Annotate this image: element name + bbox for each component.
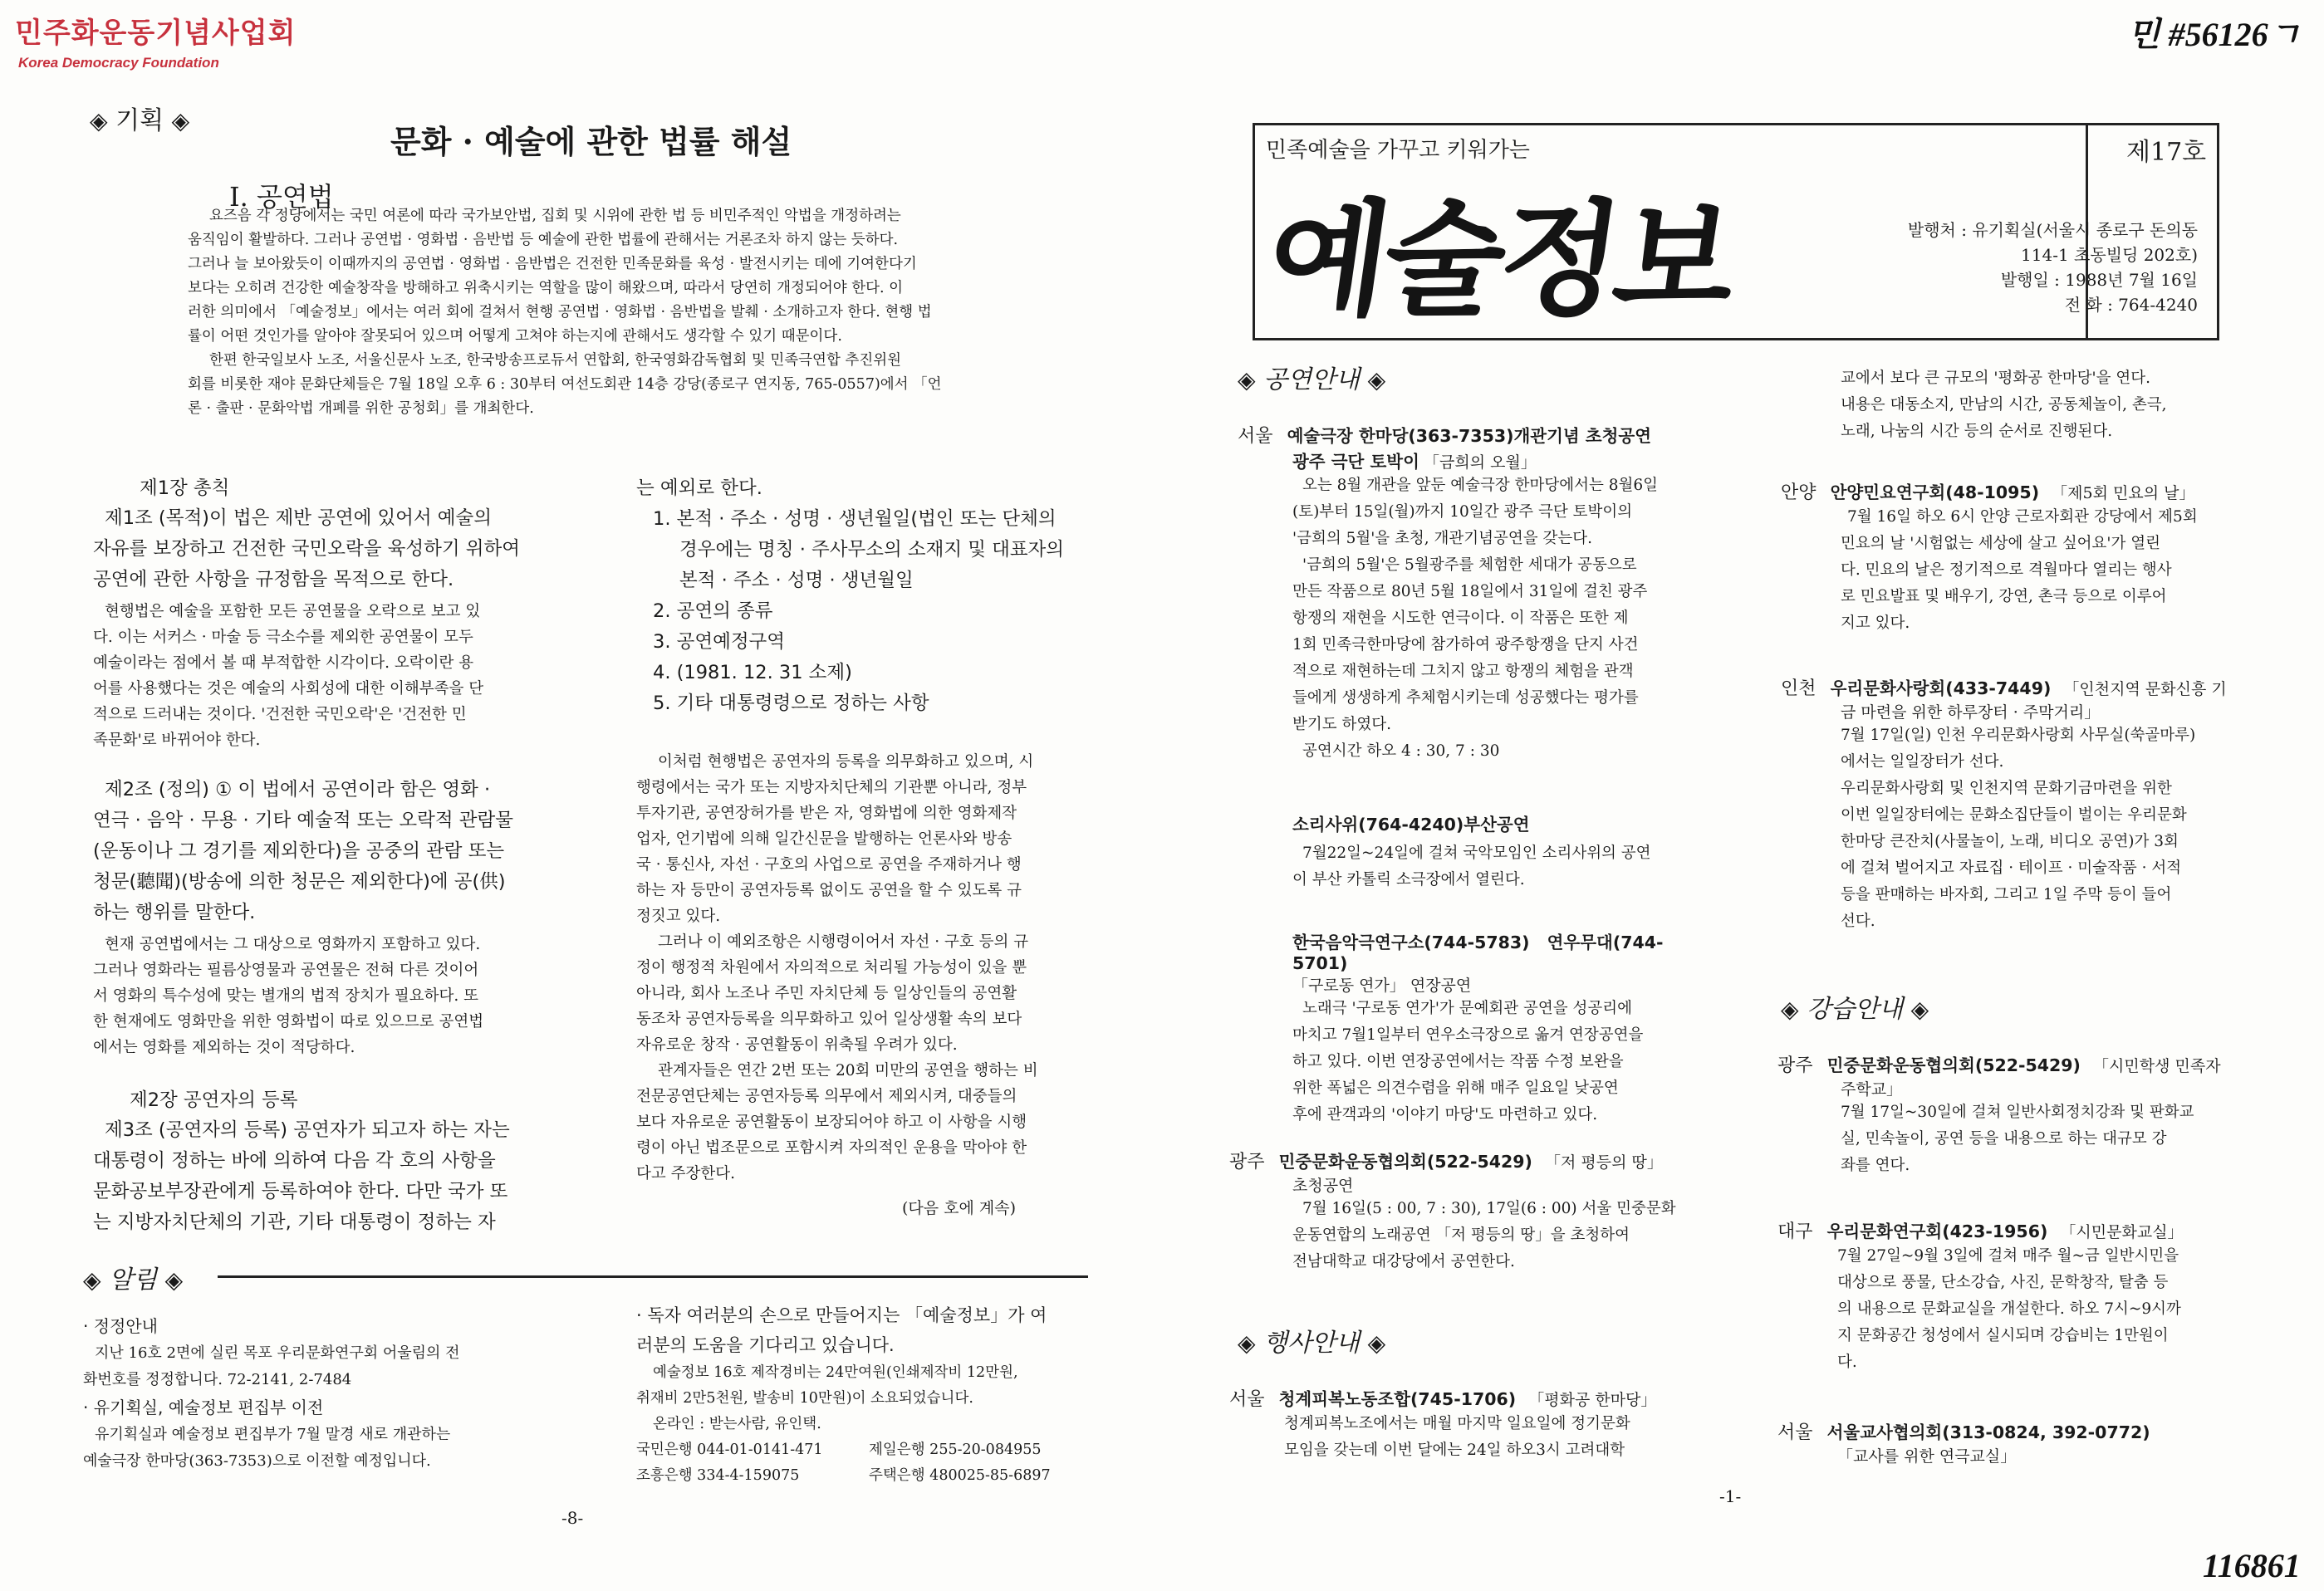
section-tag-planning bbox=[90, 100, 189, 136]
event-line: 지고 있다. bbox=[1841, 614, 1910, 632]
commentary-line: 관계자들은 연간 2번 또는 20회 미만의 공연을 행하는 비 bbox=[658, 1062, 1038, 1079]
event-line: 받기도 하였다. bbox=[1292, 716, 1391, 733]
to-be-continued: (다음 호에 계속) bbox=[902, 1199, 1017, 1217]
statute-line: 제2조 (정의) ① 이 법에서 공연이라 함은 영화 · bbox=[105, 779, 491, 800]
event-title: 소리사위(764-4240)부산공연 bbox=[1292, 815, 1530, 835]
event-body bbox=[1238, 472, 1703, 765]
intro-line: 회를 비롯한 재야 문화단체들은 7월 18일 오후 6 : 30부터 여선도회관 14층 강당(종로구 연지동, 765-0557)에서 「언 bbox=[188, 376, 942, 393]
statute-item: 경우에는 명칭 · 주사무소의 소재지 및 대표자의 bbox=[679, 539, 1065, 561]
event-city: 서울 bbox=[1777, 1422, 1813, 1443]
commentary-line: 령이 아닌 법조문으로 포함시켜 자의적인 운용을 막아야 한 bbox=[636, 1139, 1027, 1157]
class-daegu bbox=[1777, 1217, 2268, 1376]
statute-line: 문화공보부장관에게 등록하여야 한다. 다만 국가 또 bbox=[93, 1181, 508, 1202]
statute-item: 3. 공연예정구역 bbox=[653, 631, 786, 653]
event-city: 서울 bbox=[1238, 426, 1273, 447]
event-subtitle: 「인천지역 문화신흥 기 bbox=[2063, 680, 2227, 698]
watermark-english: Korea Democracy Foundation bbox=[18, 55, 219, 71]
event-subtitle: 「시민문화교실」 bbox=[2060, 1223, 2184, 1241]
commentary-line: 투자기관, 공연장허가를 받은 자, 영화법에 의한 영화제작 bbox=[636, 805, 1017, 822]
statute-line: 공연에 관한 사항을 규정함을 목적으로 한다. bbox=[93, 569, 454, 590]
event-title: 민중문화운동협의회(522-5429) bbox=[1826, 1055, 2081, 1075]
article-1-commentary bbox=[93, 599, 558, 753]
event-title: 한국음악극연구소(744-5783) bbox=[1292, 933, 1530, 952]
masthead-info bbox=[1907, 218, 2198, 317]
event-subtitle: 「시민학생 민족자 bbox=[2093, 1057, 2221, 1075]
class-seoul bbox=[1777, 1418, 2268, 1466]
event-line: 공연시간 하오 4 : 30, 7 : 30 bbox=[1302, 742, 1500, 760]
commentary-line: 보다 자유로운 공연활동이 보장되어야 하고 이 사항을 시행 bbox=[636, 1114, 1027, 1131]
event-line: 7월22일~24일에 걸쳐 국악모임인 소리사위의 공연 bbox=[1302, 844, 1651, 862]
diamond-box-icon: ◈ bbox=[171, 107, 190, 135]
event-subtitle: 「제5회 민요의 날」 bbox=[2052, 484, 2195, 502]
event-line: 운동연합의 노래공연 「저 평등의 땅」을 초청하여 bbox=[1292, 1226, 1630, 1244]
event-line: 실, 민속놀이, 공연 등을 내용으로 하는 대규모 강 bbox=[1841, 1130, 2167, 1148]
bank-account: 주택은행 480025-85-6897 bbox=[869, 1467, 1051, 1484]
notice-item-title: · 유기획실, 예술정보 편집부 이전 bbox=[83, 1398, 324, 1417]
event-line: 모임을 갖는데 이번 달에는 24일 하오3시 고려대학 bbox=[1284, 1442, 1625, 1459]
event-line: 다. bbox=[1837, 1354, 1857, 1371]
event-city: 안양 bbox=[1781, 482, 1817, 503]
commentary-line: 예술이라는 점에서 볼 때 부적합한 시각이다. 오락이란 용 bbox=[93, 654, 474, 672]
event-line: 선다. bbox=[1841, 913, 1875, 930]
commentary-line: 족문화'로 바뀌어야 한다. bbox=[93, 732, 261, 749]
notice-tag: 알림 bbox=[109, 1265, 158, 1295]
event-line: 다. 민요의 날은 정기적으로 격월마다 열리는 행사 bbox=[1841, 561, 2172, 579]
commentary-line: 하는 자 등만이 공연자등록 없이도 공연을 할 수 있도록 규 bbox=[636, 882, 1022, 899]
commentary-line: 이처럼 현행법은 공연자의 등록을 의무화하고 있으며, 시 bbox=[658, 753, 1034, 771]
event-line: 대상으로 풍물, 단소강습, 사진, 문학창작, 탈춤 등 bbox=[1837, 1274, 2169, 1291]
event-line: 이 부산 카톨릭 소극장에서 열린다. bbox=[1292, 871, 1525, 889]
archive-stamp: 민 #56126ㄱ bbox=[2128, 16, 2301, 53]
commentary-line: 그러나 영화라는 필름상영물과 공연물은 전혀 다른 것이어 bbox=[93, 962, 479, 979]
class-gwangju bbox=[1777, 1051, 2268, 1179]
event-line: 7월 17일(일) 인천 우리문화사랑회 사무실(쑥골마루) bbox=[1841, 727, 2196, 744]
commentary-line: 에서는 영화를 제외하는 것이 적당하다. bbox=[93, 1039, 355, 1056]
intro-line: 한편 한국일보사 노조, 서울신문사 노조, 한국방송프로듀서 연합회, 한국영화감독협회 및 민족극연합 추진위원 bbox=[209, 352, 902, 369]
statute-line: 자유를 보장하고 건전한 국민오락을 육성하기 위하여 bbox=[93, 538, 520, 560]
commentary-line: 전문공연단체는 공연자등록 의무에서 제외시켜, 대중들의 bbox=[636, 1088, 1017, 1105]
article-intro bbox=[188, 204, 985, 421]
event-subtitle: 금 마련을 위한 하루장터 · 주막거리」 bbox=[1841, 703, 2101, 722]
event-title: 안양민요연구회(48-1095) bbox=[1830, 482, 2040, 502]
event-line: 우리문화사랑회 및 인천지역 문화기금마련을 위한 bbox=[1841, 780, 2172, 797]
event-line: 만든 작품으로 80년 5월 18일에서 31일에 걸친 광주 bbox=[1292, 583, 1648, 600]
event-subtitle: 주학교」 bbox=[1841, 1080, 1903, 1099]
event-line: 교에서 보다 큰 규모의 '평화공 한마당'을 연다. bbox=[1841, 370, 2151, 387]
notice-column-1 bbox=[83, 1312, 581, 1475]
event-subtitle: 「구로동 연가」 연장공연 bbox=[1292, 977, 1472, 995]
statute-item: 1. 본적 · 주소 · 성명 · 생년월일(법인 또는 단체의 bbox=[653, 508, 1057, 530]
masthead-logo: 예술정보 bbox=[1258, 188, 1741, 333]
class-section-header bbox=[1781, 988, 1929, 1025]
intro-line: 론 · 출판 · 문화악법 개폐를 위한 공청회」를 개최한다. bbox=[188, 400, 534, 417]
publication-date: 발행일 : 1988년 7월 16일 bbox=[2000, 270, 2198, 290]
event-line: 7월 17일~30일에 걸쳐 일반사회정치강좌 및 판화교 bbox=[1841, 1104, 2194, 1121]
bank-account: 조흥은행 334-4-159075 bbox=[636, 1467, 800, 1484]
commentary-line: 적으로 드러내는 것이다. '건전한 국민오락'은 '건전한 민 bbox=[93, 706, 467, 723]
diamond-box-icon: ◈ bbox=[1238, 1329, 1256, 1357]
bank-accounts bbox=[636, 1437, 1101, 1489]
statute-line: 제1조 (목적)이 법은 제반 공연에 있어서 예술의 bbox=[105, 507, 493, 529]
statute-line: 는 지방자치단체의 기관, 기타 대통령이 정하는 자 bbox=[93, 1212, 496, 1233]
event-incheon bbox=[1781, 674, 2263, 935]
commentary-line: 행령에서는 국가 또는 지방자치단체의 기관뿐 아니라, 정부 bbox=[636, 779, 1027, 796]
event-subtitle: 초청공연 bbox=[1292, 1177, 1354, 1195]
event-line: (토)부터 15일(월)까지 10일간 광주 극단 토박이의 bbox=[1292, 503, 1633, 521]
publisher-phone: 전 화 : 764-4240 bbox=[2064, 295, 2198, 315]
notice-rule bbox=[218, 1275, 1088, 1278]
bank-account: 제일은행 255-20-084955 bbox=[869, 1442, 1042, 1458]
event-line: 이번 일일장터에는 문화소집단들이 벌이는 우리문화 bbox=[1841, 806, 2187, 824]
event-title: 민중문화운동협의회(522-5429) bbox=[1278, 1152, 1532, 1172]
notice-header bbox=[83, 1259, 183, 1295]
statute-item: 2. 공연의 종류 bbox=[653, 600, 773, 622]
diamond-box-icon: ◈ bbox=[1238, 366, 1256, 394]
issue-number: 제17호 bbox=[2126, 138, 2207, 167]
notice-line: 지난 16호 2면에 실린 목포 우리문화연구회 어울림의 전 bbox=[95, 1344, 460, 1362]
commentary-line: 업자, 언기법에 의해 일간신문을 발행하는 언론사와 방송 bbox=[636, 830, 1012, 848]
event-line: 7월 27일~9월 3일에 걸쳐 매주 월~금 일반시민을 bbox=[1837, 1247, 2179, 1265]
event-city: 광주 bbox=[1229, 1152, 1265, 1172]
event-line: 위한 폭넓은 의견수렴을 위해 매주 일요일 낮공연 bbox=[1292, 1079, 1619, 1097]
event-section-header bbox=[1238, 1322, 1385, 1358]
commentary-line: 정이 행정적 차원에서 자의적으로 처리될 가능성이 있을 뿐 bbox=[636, 959, 1027, 977]
event-hanmadang bbox=[1238, 422, 1703, 765]
event-line: 에 걸쳐 벌어지고 자료집 · 테이프 · 미술작품 · 서적 bbox=[1841, 859, 2182, 877]
event-title: 우리문화사랑회(433-7449) bbox=[1830, 678, 2052, 698]
section-label: 강습안내 bbox=[1807, 995, 1904, 1024]
diamond-box-icon: ◈ bbox=[90, 107, 108, 135]
event-guro bbox=[1292, 928, 1716, 1128]
intro-line: 요즈음 각 정당에서는 국민 여론에 따라 국가보안법, 집회 및 시위에 관한 법 등 비민주적인 악법을 개정하려는 bbox=[209, 208, 901, 224]
event-subtitle: 「금희의 오월」 bbox=[1424, 453, 1537, 472]
event-line: 항쟁의 재현을 시도한 연극이다. 이 작품은 또한 제 bbox=[1292, 609, 1629, 627]
event-cheonggye-continued bbox=[1841, 365, 2256, 445]
section-label: 행사안내 bbox=[1263, 1329, 1361, 1358]
event-line: 들에게 생생하게 추체험시키는데 성공했다는 평가를 bbox=[1292, 689, 1639, 707]
notice-item-title: 러분의 도움을 기다리고 있습니다. bbox=[636, 1335, 895, 1355]
event-line: 로 민요발표 및 배우기, 강연, 촌극 등으로 이루어 bbox=[1841, 588, 2167, 605]
event-subtitle: 「저 평등의 땅」 bbox=[1545, 1153, 1663, 1172]
event-line: 에서는 일일장터가 선다. bbox=[1841, 753, 2004, 771]
page-number-right: -1- bbox=[1719, 1486, 1742, 1506]
event-line: 하고 있다. 이번 연장공연에서는 작품 수정 보완을 bbox=[1292, 1053, 1624, 1070]
intro-line: 률이 어떤 것인가를 알아야 잘못되어 있으며 어떻게 고쳐야 하는지에 관해서도 생각할 수 있기 때문이다. bbox=[188, 328, 842, 345]
page-number-left: -8- bbox=[561, 1508, 584, 1528]
statute-line: 연극 · 음악 · 무용 · 기타 예술적 또는 오락적 관람물 bbox=[93, 810, 513, 831]
article-3-commentary bbox=[636, 749, 1101, 1187]
diamond-box-icon: ◈ bbox=[1367, 1329, 1386, 1357]
event-city: 인천 bbox=[1781, 678, 1817, 699]
event-title: 서울교사협의회(313-0824, 392-0772) bbox=[1826, 1422, 2150, 1442]
event-city: 광주 bbox=[1777, 1055, 1813, 1076]
event-city: 대구 bbox=[1777, 1221, 1813, 1242]
event-line: 7월 16일 하오 6시 안양 근로자회관 강당에서 제5회 bbox=[1847, 508, 2198, 526]
event-line: 7월 16일(5 : 00, 7 : 30), 17일(6 : 00) 서울 민중문화 bbox=[1302, 1200, 1676, 1217]
bank-account: 국민은행 044-01-0141-471 bbox=[636, 1442, 823, 1458]
event-line: 1회 민족극한마당에 참가하여 광주항쟁을 단지 사건 bbox=[1292, 636, 1639, 654]
event-line: 좌를 연다. bbox=[1841, 1157, 1910, 1174]
event-subtitle: 「평화공 한마당」 bbox=[1528, 1391, 1657, 1409]
commentary-line: 한 현재에도 영화만을 위한 영화법이 따로 있으므로 공연법 bbox=[93, 1013, 484, 1030]
event-line: 민요의 날 '시험없는 세상에 살고 싶어요'가 열린 bbox=[1841, 535, 2161, 552]
event-gwangju-concert bbox=[1229, 1148, 1711, 1275]
event-city: 서울 bbox=[1229, 1389, 1265, 1410]
event-line: 오는 8월 개관을 앞둔 예술극장 한마당에서는 8월6일 bbox=[1302, 477, 1659, 494]
statute-item: 4. (1981. 12. 31 소제) bbox=[653, 662, 852, 683]
statute-item: 5. 기타 대통령령으로 정하는 사항 bbox=[653, 693, 929, 714]
event-line: 노래, 나눔의 시간 등의 순서로 진행된다. bbox=[1841, 423, 2113, 440]
event-anyang bbox=[1781, 478, 2263, 637]
commentary-line: 정짓고 있다. bbox=[636, 908, 721, 925]
commentary-line: 동조차 공연자등록을 의무화하고 있어 일상생활 속의 보다 bbox=[636, 1011, 1022, 1028]
publisher: 발행처 : 유기획실(서울시 종로구 돈의동 bbox=[1907, 220, 2198, 240]
event-line: 마치고 7월1일부터 연우소극장으로 옮겨 연장공연을 bbox=[1292, 1026, 1644, 1044]
event-title: 광주 극단 토박이 bbox=[1292, 452, 1419, 472]
commentary-line: 그러나 이 예외조항은 시행령이어서 자선 · 구호 등의 규 bbox=[658, 933, 1029, 951]
article-title: 문화 · 예술에 관한 법률 해설 bbox=[390, 123, 792, 160]
section-label: 공연안내 bbox=[1263, 365, 1361, 394]
intro-line: 그러나 늘 보아왔듯이 이때까지의 공연법 · 영화법 · 음반법은 건전한 민족문화를 육성 · 발전시키는 데에 기여한다기 bbox=[188, 256, 917, 272]
notice-item-title: · 독자 여러분의 손으로 만들어지는 「예술정보」가 여 bbox=[636, 1305, 1047, 1325]
commentary-line: 아니라, 회사 노조나 주민 자치단체 등 일상인들의 공연활 bbox=[636, 985, 1017, 1002]
diamond-box-icon: ◈ bbox=[1910, 996, 1929, 1023]
watermark-korean: 민주화운동기념사업회 bbox=[15, 17, 297, 50]
diamond-box-icon: ◈ bbox=[83, 1266, 101, 1294]
statute-line: 하는 행위를 말한다. bbox=[93, 902, 256, 923]
notice-line: 취재비 2만5천원, 발송비 10만원)이 소요되었습니다. bbox=[636, 1390, 973, 1407]
law-column-2 bbox=[636, 473, 1101, 1221]
article-subtitle: Ⅰ. 공연법 bbox=[229, 181, 334, 213]
event-line: 청계피복노조에서는 매월 마지막 일요일에 정기문화 bbox=[1284, 1415, 1630, 1432]
event-line: 후에 관객과의 '이야기 마당'도 마련하고 있다. bbox=[1292, 1106, 1598, 1123]
section-tag-label: 기획 bbox=[115, 106, 164, 135]
event-line: 한마당 큰잔치(사물놀이, 노래, 비디오 공연)가 3회 bbox=[1841, 833, 2179, 850]
notice-item-title: · 정정안내 bbox=[83, 1316, 158, 1336]
statute-line: 대통령이 정하는 바에 의하여 다음 각 호의 사항을 bbox=[93, 1150, 496, 1172]
commentary-line: 현행법은 예술을 포함한 모든 공연물을 오락으로 보고 있 bbox=[105, 603, 481, 620]
statute-item: 본적 · 주소 · 성명 · 생년월일 bbox=[679, 570, 914, 591]
event-line: 적으로 재현하는데 그치지 않고 항쟁의 체험을 관객 bbox=[1292, 663, 1634, 680]
event-line: 내용은 대동소지, 만남의 시간, 공동체놀이, 촌극, bbox=[1841, 396, 2167, 414]
event-line: 등을 판매하는 바자회, 그리고 1일 주막 등이 들어 bbox=[1841, 886, 2172, 903]
archive-number: 116861 bbox=[2203, 1547, 2301, 1584]
notice-line: 화번호를 정정합니다. 72-2141, 2-7484 bbox=[83, 1371, 352, 1388]
event-title: 연우무대(744-5701) bbox=[1292, 933, 1664, 973]
diamond-box-icon: ◈ bbox=[1781, 996, 1799, 1023]
event-sorisawi bbox=[1292, 810, 1708, 893]
statute-line: 는 예외로 한다. bbox=[636, 477, 762, 499]
commentary-line: 서 영화의 특수성에 맞는 별개의 법적 장치가 필요하다. 또 bbox=[93, 987, 478, 1005]
intro-line: 보다는 오히려 건강한 예술창작을 방해하고 위축시키는 역할을 많이 해왔으며, 따라서 당연히 개정되어야 한다. 이 bbox=[188, 280, 904, 296]
intro-line: 러한 의미에서 「예술정보」에서는 여러 회에 걸쳐서 현행 공연법 · 영화법 · 음반법을 발췌 · 소개하고자 한다. 현행 법 bbox=[188, 304, 932, 321]
article-3-items bbox=[636, 504, 1101, 719]
chapter-2-title: 제2장 공연자의 등록 bbox=[130, 1089, 298, 1111]
commentary-line: 어를 사용했다는 것은 예술의 사회성에 대한 이해부족을 단 bbox=[93, 680, 484, 698]
commentary-line: 국 · 통신사, 자선 · 구호의 사업으로 공연을 주재하거나 행 bbox=[636, 856, 1022, 874]
statute-line: 청문(聽聞)(방송에 의한 청문은 제외한다)에 공(供) bbox=[93, 871, 506, 893]
event-title: 우리문화연구회(423-1956) bbox=[1826, 1221, 2048, 1241]
event-line: 전남대학교 대강당에서 공연한다. bbox=[1292, 1253, 1515, 1270]
event-line: 노래극 '구로동 연가'가 문예회관 공연을 성공리에 bbox=[1302, 1000, 1632, 1017]
law-column-1 bbox=[93, 473, 558, 1238]
event-title: 예술극장 한마당(363-7353)개관기념 초청공연 bbox=[1287, 426, 1652, 446]
article-2 bbox=[93, 775, 558, 928]
chapter-1-title: 제1장 총칙 bbox=[140, 477, 230, 499]
commentary-line: 자유로운 창작 · 공연활동이 위축될 우려가 있다. bbox=[636, 1036, 958, 1054]
diamond-box-icon: ◈ bbox=[1367, 366, 1386, 394]
performance-section-header bbox=[1238, 359, 1385, 395]
commentary-line: 다고 주장한다. bbox=[636, 1165, 735, 1182]
article-2-commentary bbox=[93, 932, 558, 1060]
event-line: 지 문화공간 청성에서 실시되며 강습비는 1만원이 bbox=[1837, 1327, 2169, 1344]
article-1 bbox=[93, 503, 558, 595]
event-line: 의 내용으로 문화교실을 개설한다. 하오 7시~9시까 bbox=[1837, 1300, 2181, 1318]
article-3 bbox=[93, 1115, 558, 1238]
publisher-address: 114-1 초동빌딩 202호) bbox=[2021, 245, 2198, 265]
statute-line: (운동이나 그 경기를 제외한다)을 공중의 관람 또는 bbox=[93, 840, 505, 862]
masthead-slogan: 민족예술을 가꾸고 키워가는 bbox=[1266, 138, 1530, 163]
commentary-line: 다. 이는 서커스 · 마술 등 극소수를 제외한 공연물이 모두 bbox=[93, 629, 473, 646]
event-title: 청계피복노동조합(745-1706) bbox=[1278, 1389, 1517, 1409]
commentary-line: 현재 공연법에서는 그 대상으로 영화까지 포함하고 있다. bbox=[105, 936, 481, 953]
event-subtitle: 「교사를 위한 연극교실」 bbox=[1837, 1447, 2017, 1466]
event-line: '금희의 5월'은 5월광주를 체험한 세대가 공동으로 bbox=[1302, 556, 1637, 574]
notice-line: 예술극장 한마당(363-7353)으로 이전할 예정입니다. bbox=[83, 1452, 431, 1470]
notice-line: 유기획실과 예술정보 편집부가 7월 말경 새로 개관하는 bbox=[95, 1426, 451, 1443]
event-cheonggye bbox=[1229, 1385, 1711, 1464]
statute-line: 제3조 (공연자의 등록) 공연자가 되고자 하는 자는 bbox=[105, 1119, 510, 1141]
notice-column-2 bbox=[636, 1300, 1101, 1489]
notice-line: 예술정보 16호 제작경비는 24만여원(인쇄제작비 12만원, bbox=[653, 1364, 1018, 1381]
event-line: '금희의 5월'을 초청, 개관기념공연을 갖는다. bbox=[1292, 530, 1593, 547]
intro-line: 움직임이 활발하다. 그러나 공연법 · 영화법 · 음반법 등 예술에 관한 법률에 관해서는 거론조차 하지 않는 듯하다. bbox=[188, 232, 899, 248]
remit-note: 온라인 : 받는사람, 유인택. bbox=[653, 1416, 821, 1432]
diamond-box-icon: ◈ bbox=[164, 1266, 184, 1294]
